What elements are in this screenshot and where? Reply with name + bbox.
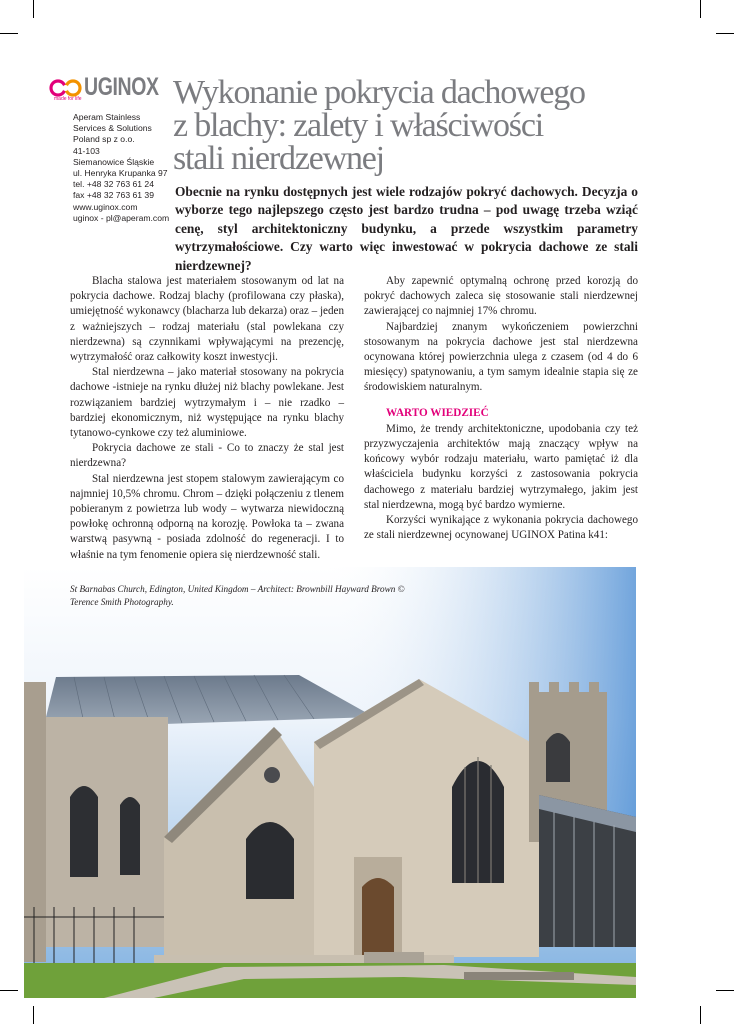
crop-mark bbox=[716, 33, 734, 34]
left-column bbox=[70, 274, 344, 563]
contact-line: ul. Henryka Krupanka 97 bbox=[73, 168, 168, 179]
church-photo bbox=[24, 567, 636, 998]
logo-brand: UGINOX bbox=[84, 73, 159, 101]
paragraph: Korzyści wynikające z wykonania pokrycia dachowego ze stali nierdzewnej ocynowanej UGINOX Patina k41: bbox=[364, 514, 638, 542]
paragraph: Pokrycia dachowe ze stali - Co to znaczy że stal jest nierdzewna? bbox=[70, 442, 344, 470]
paragraph: Stal nierdzewna jest stopem stalowym zawierającym co najmniej 10,5% chromu. Chrom – dzięki połączeniu z tlenem pobieranym z powietrza lub wody – wytwarza niewidoczną powłokę ochronną odporną na korozję. Powłoka ta – zwana warstwą pasywną - posiada zdolność do regeneracji. I to właśnie na tym fenomenie opiera się nierdzewność stali. bbox=[70, 472, 344, 561]
section-subheading: WARTO WIEDZIEĆ bbox=[386, 406, 489, 419]
photo-caption bbox=[70, 583, 470, 609]
contact-line: Siemanowice Śląskie bbox=[73, 156, 155, 167]
caption-line: St Barnabas Church, Edington, United Kingdom – Architect: Brownbill Hayward Brown © bbox=[70, 584, 405, 594]
crop-mark bbox=[716, 990, 734, 991]
article-lead: Obecnie na rynku dostępnych jest wiele rodzajów pokryć dachowych. Decyzja o wyborze tego najlepszego często jest bardzo trudna – pod uwagę trzeba wziąć cenę, styl architektoniczny budynku, a przede wszystkim parametry wytrzymałościowe. Czy warto więc inwestować w pokrycia dachowe ze stali nierdzewnej? bbox=[175, 184, 638, 273]
contact-line: uginox - pl@aperam.com bbox=[73, 212, 170, 223]
paragraph: Aby zapewnić optymalną ochronę przed korozją do pokryć dachowych zaleca się stosowanie stali nierdzewnej zawierającej co najmniej 17% chromu. bbox=[364, 275, 638, 318]
title-line: Wykonanie pokrycia dachowego bbox=[173, 74, 585, 111]
title-line: z blachy: zalety i właściwości bbox=[173, 107, 543, 144]
contact-line: Services & Solutions bbox=[73, 123, 152, 134]
article-title bbox=[173, 76, 653, 175]
contact-line: www.uginox.com bbox=[73, 201, 138, 212]
title-line: stali nierdzewnej bbox=[173, 140, 384, 177]
paragraph: Mimo, że trendy architektoniczne, upodobania czy też przyzwyczajenia architektów mają znaczący wpływ na końcowy wybór rodzaju materiału, warto pamiętać iż dla właściciela budynku korzyści z zastosowania pokrycia dachowego z materiału bardziej wytrzymałego, jakim jest stal nierdzewna, mogą być bardzo wymierne. bbox=[364, 422, 638, 511]
paragraph: Stal nierdzewna – jako materiał stosowany na pokrycia dachowe -istnieje na rynku dłużej niż blachy powlekane. Jest rozwiązaniem bardziej wytrzymałym i – nie rzadko – bardziej ekonomicznym, niż występujące na rynku blachy tytanowo-cynkowe czy też aluminiowe. bbox=[70, 366, 344, 440]
contact-line: fax +48 32 763 61 39 bbox=[73, 190, 154, 201]
paragraph: Blacha stalowa jest materiałem stosowanym od lat na pokrycia dachowe. Rodzaj blachy (profilowana czy płaska), umiejętność wykonawcy (blacharza lub dekarza) oraz – jeden z ważniejszych – rodzaj materiału (stal powlekana czy nierdzewna) są czynnikami wpływającymi na prezencję, wytrzymałość oraz całkowity koszt inwestycji. bbox=[70, 275, 344, 364]
logo-tagline: made for life bbox=[54, 96, 82, 102]
caption-line: Terence Smith Photography. bbox=[70, 597, 174, 607]
contact-line: Poland sp z o.o. bbox=[73, 134, 135, 145]
crop-mark bbox=[33, 0, 34, 18]
contact-line: tel. +48 32 763 61 24 bbox=[73, 179, 154, 190]
crop-mark bbox=[700, 1006, 701, 1024]
contact-line: Aperam Stainless bbox=[73, 112, 141, 122]
contact-line: 41-103 bbox=[73, 145, 100, 156]
contact-block bbox=[73, 112, 173, 224]
crop-mark bbox=[0, 33, 18, 34]
crop-mark bbox=[0, 990, 18, 991]
right-column bbox=[364, 274, 638, 543]
church-illustration bbox=[24, 567, 636, 998]
crop-mark bbox=[700, 0, 701, 18]
paragraph: Najbardziej znanym wykończeniem powierzchni stosowanym na pokrycia dachowe jest stal nierdzewna ocynowana której powierzchnia ulega z czasem (od 4 do 6 miesięcy) spatynowaniu, a tym samym idealnie stapia się ze środowiskiem naturalnym. bbox=[364, 320, 638, 394]
crop-mark bbox=[33, 1006, 34, 1024]
